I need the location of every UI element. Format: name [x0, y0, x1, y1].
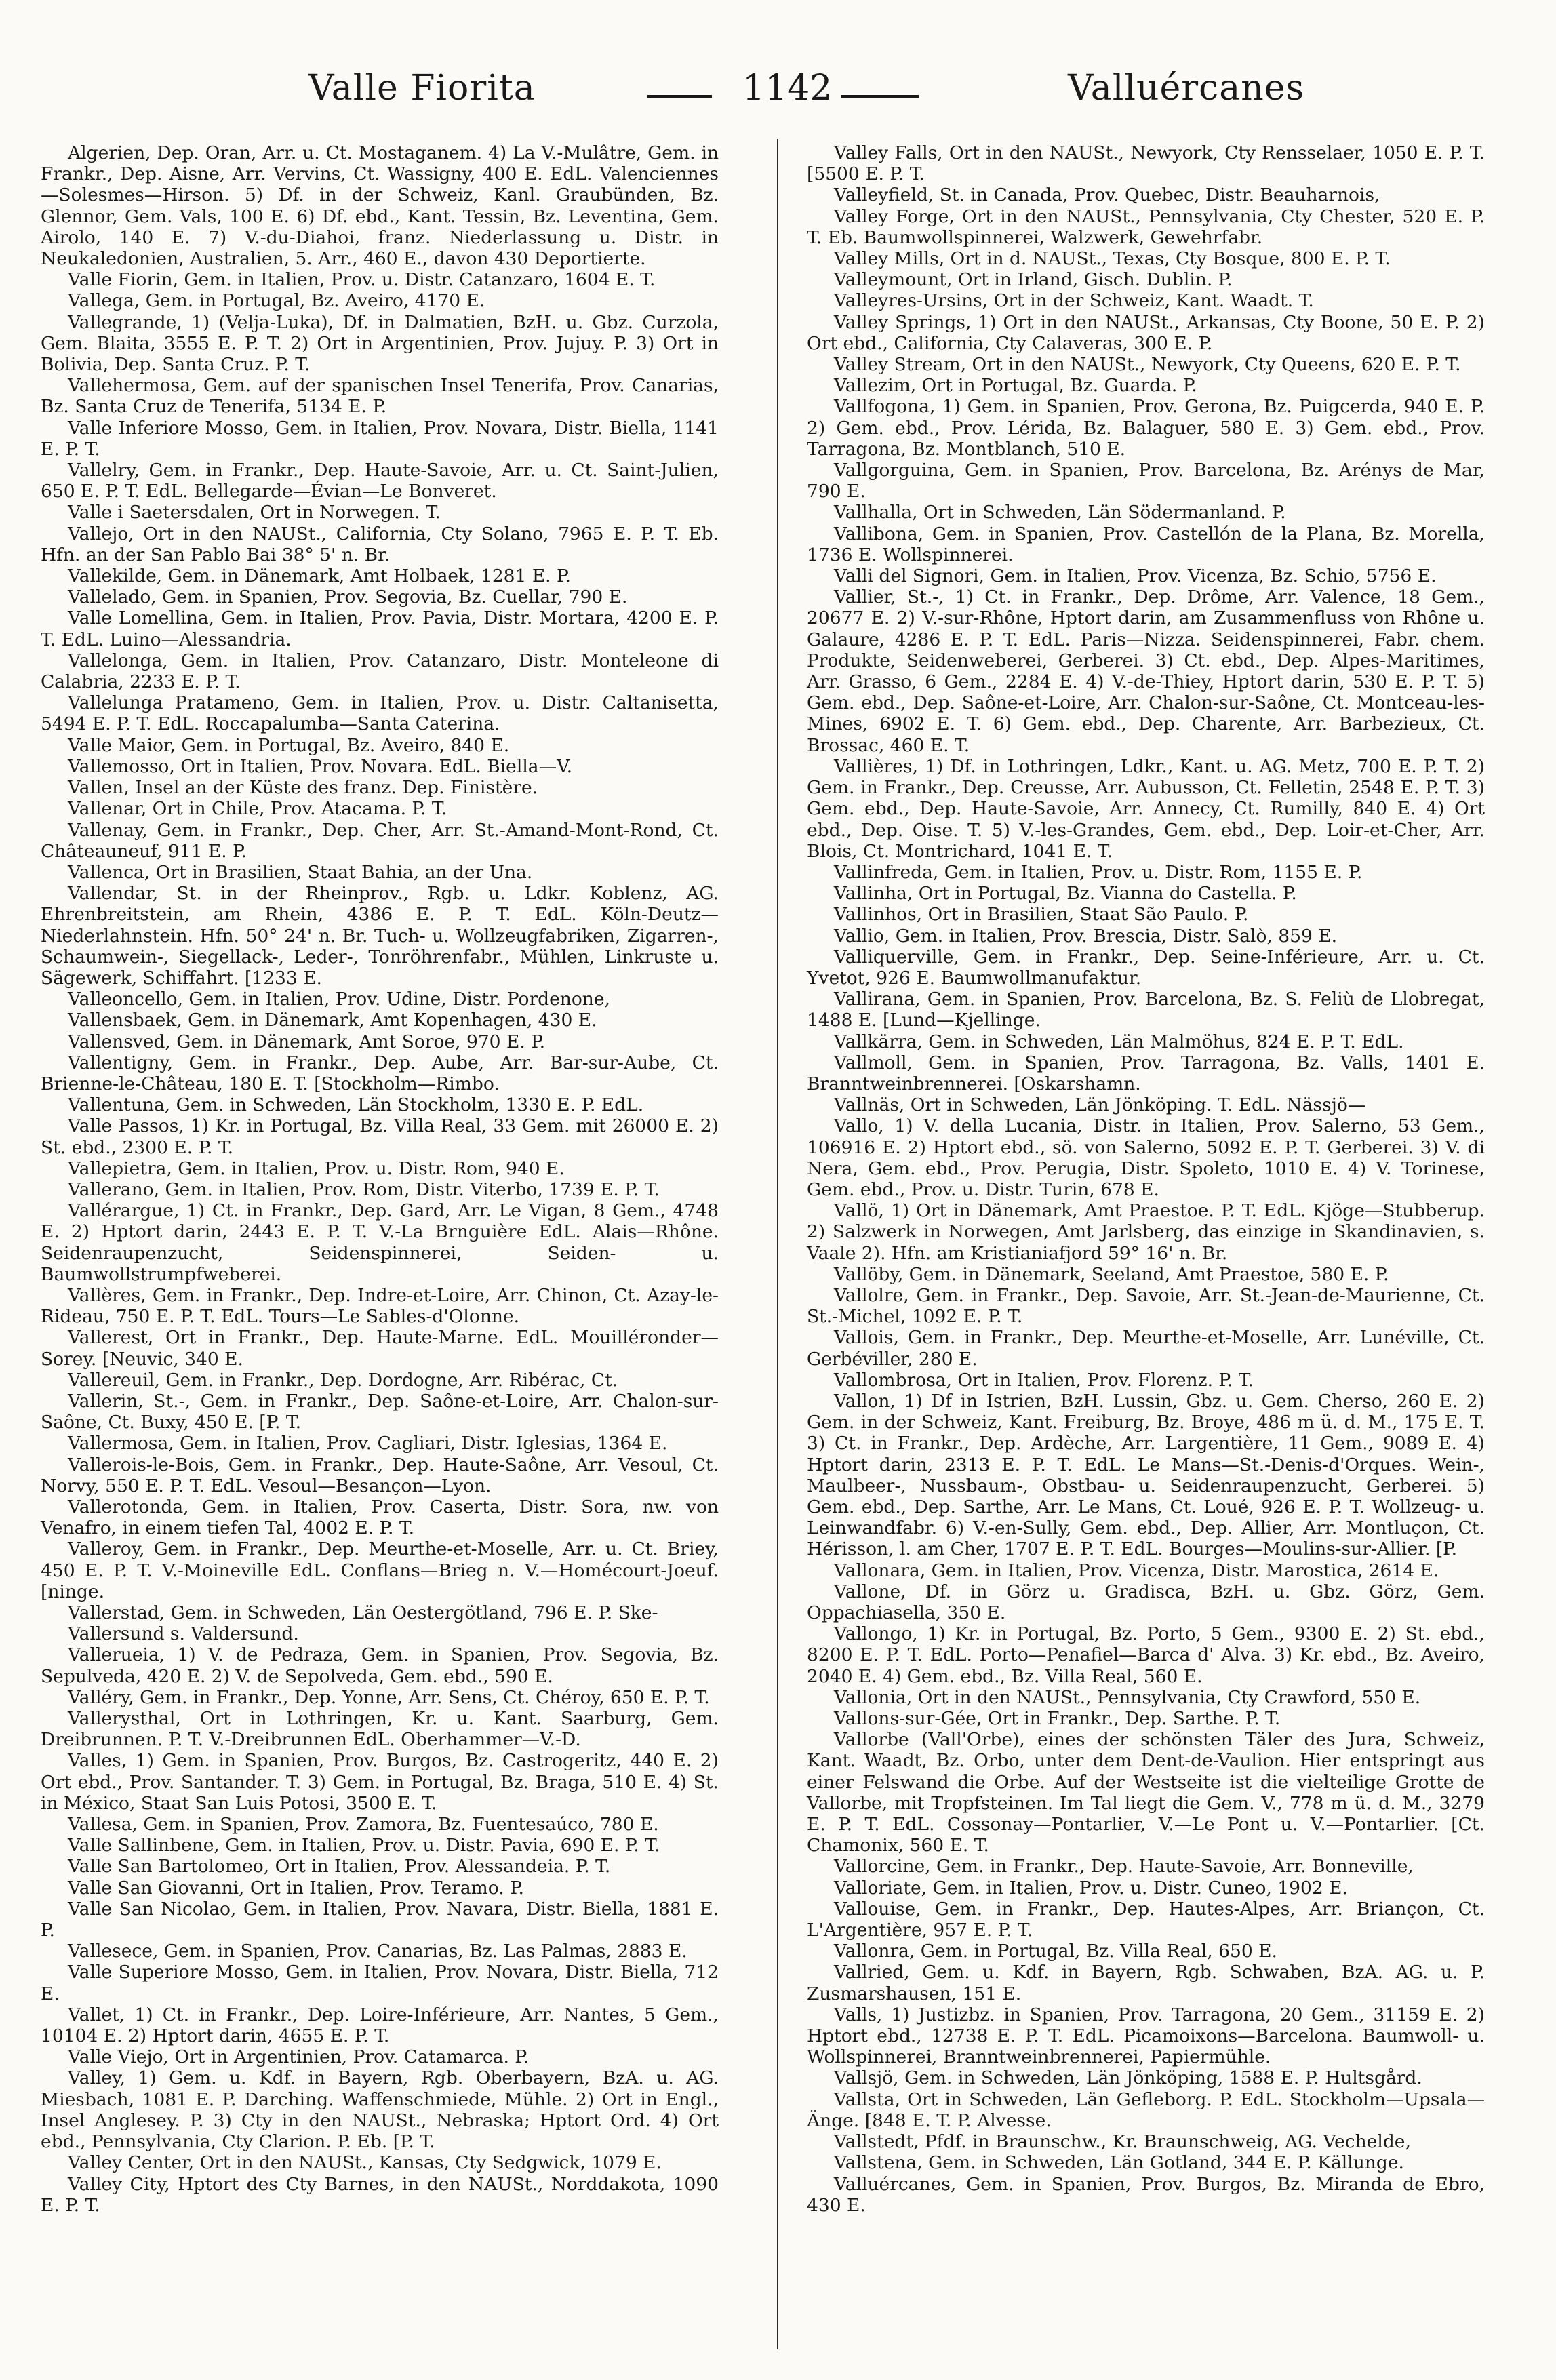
- dictionary-entry: Vallenay, Gem. in Frankr., Dep. Cher, Arr. St.-Amand-Mont-Rond, Ct. Châteauneuf, 911 E. P.: [41, 819, 719, 862]
- dictionary-entry: Valles, 1) Gem. in Spanien, Prov. Burgos, Bz. Castrogeritz, 440 E. 2) Ort ebd., Prov. Santander. T. 3) Gem. in Portugal, Bz. Braga, 510 E. 4) St. in México, Staat San Luis Potosi, 3500 E. T.: [41, 1750, 719, 1814]
- dictionary-entry: Vallö, 1) Ort in Dänemark, Amt Praestoe. P. T. EdL. Kjöge—Stubberup. 2) Salzwerk in Norwegen, Amt Jarlsberg, das einzige in Skandinavien, s. Vaale 2). Hfn. am Kristianiafjord 59° 16' n. Br.: [807, 1200, 1485, 1264]
- dictionary-entry: Vallon, 1) Df in Istrien, BzH. Lussin, Gbz. u. Gem. Cherso, 260 E. 2) Gem. in der Schweiz, Kant. Freiburg, Bz. Broye, 486 m ü. d. M., 175 E. T. 3) Ct. in Frankr., Dep. Ardèche, Arr. Largentière, 11 Gem., 9089 E. 4) Hptort darin, 2313 E. P. T. EdL. Le Mans—St.-Denis-d'Orques. Wein-, Maulbeer-, Nussbaum-, Obstbau- u. Seidenraupenzucht, Gerberei. 5) Gem. ebd., Dep. Sarthe, Arr. Le Mans, Ct. Loué, 926 E. P. T. Wollzeug- u. Leinwandfabr. 6) V.-en-Sully, Gem. ebd., Dep. Allier, Arr. Montluçon, Ct. Hérisson, l. am Cher, 1707 E. P. T. EdL. Bourges—Moulins-sur-Allier. [P.: [807, 1390, 1485, 1560]
- dictionary-entry: Valle Inferiore Mosso, Gem. in Italien, Prov. Novara, Distr. Biella, 1141 E. P. T.: [41, 417, 719, 460]
- dictionary-entry: Valley Forge, Ort in den NAUSt., Pennsylvania, Cty Chester, 520 E. P. T. Eb. Baumwollspinnerei, Walzwerk, Gewehrfabr.: [807, 205, 1485, 248]
- dictionary-entry: Valle Passos, 1) Kr. in Portugal, Bz. Villa Real, 33 Gem. mit 26000 E. 2) St. ebd., 2300 E. P. T.: [41, 1115, 719, 1158]
- dictionary-entry: Vallons-sur-Gée, Ort in Frankr., Dep. Sarthe. P. T.: [834, 1708, 1281, 1730]
- dictionary-entry: Vallenar, Ort in Chile, Prov. Atacama. P. T.: [68, 798, 447, 820]
- dictionary-entry: Vallouise, Gem. in Frankr., Dep. Hautes-Alpes, Arr. Briançon, Ct. L'Argentière, 957 E. P. T.: [807, 1898, 1485, 1941]
- dictionary-entry: Vallstena, Gem. in Schweden, Län Gotland, 344 E. P. Källunge.: [834, 2152, 1404, 2174]
- dictionary-entry: Vallepietra, Gem. in Italien, Prov. u. Distr. Rom, 940 E.: [68, 1157, 565, 1179]
- dictionary-entry: Vallejo, Ort in den NAUSt., California, Cty Solano, 7965 E. P. T. Eb. Hfn. an der San Pablo Bai 38° 5' n. Br.: [41, 523, 719, 566]
- dictionary-entry: Vallonra, Gem. in Portugal, Bz. Villa Real, 650 E.: [834, 1941, 1277, 1962]
- dictionary-entry: Vallenca, Ort in Brasilien, Staat Bahia, an der Una.: [68, 861, 533, 883]
- dictionary-entry: Vallsta, Ort in Schweden, Län Gefleborg. P. EdL. Stockholm—Upsala—Änge. [848 E. T. P. Alvesse.: [807, 2088, 1485, 2131]
- dictionary-entry: Vallhalla, Ort in Schweden, Län Södermanland. P.: [834, 502, 1286, 523]
- dictionary-entry: Vallio, Gem. in Italien, Prov. Brescia, Distr. Salò, 859 E.: [834, 925, 1338, 947]
- dictionary-entry: Valleymount, Ort in Irland, Gisch. Dublin. P.: [834, 269, 1233, 291]
- dictionary-entry: Vallereuil, Gem. in Frankr., Dep. Dordogne, Arr. Ribérac, Ct.: [68, 1369, 618, 1391]
- dictionary-entry: Vallinha, Ort in Portugal, Bz. Vianna do Castella. P.: [834, 883, 1297, 905]
- page-header: [0, 62, 1556, 117]
- dictionary-entry: Vallonia, Ort in den NAUSt., Pennsylvania, Cty Crawford, 550 E.: [834, 1686, 1421, 1708]
- column-divider: [777, 139, 778, 2349]
- dictionary-entry: Algerien, Dep. Oran, Arr. u. Ct. Mostaganem. 4) La V.-Mulâtre, Gem. in Frankr., Dep. Aisne, Arr. Vervins, Ct. Wassigny, 400 E. EdL. Valenciennes—Solesmes—Hirson. 5) Df. in der Schweiz, Kanl. Graubünden, Bz. Glennor, Gem. Vals, 100 E. 6) Df. ebd., Kant. Tessin, Bz. Leventina, Gem. Airolo, 140 E. 7) V.-du-Diahoi, franz. Niederlassung u. Distr. in Neukaledonien, Australien, 5. Arr., 460 E., davon 430 Deportierte.: [41, 142, 719, 270]
- dictionary-entry: Vallehermosa, Gem. auf der spanischen Insel Tenerifa, Prov. Canarias, Bz. Santa Cruz de Tenerifa, 5134 E. P.: [41, 375, 719, 418]
- dictionary-entry: Vallinhos, Ort in Brasilien, Staat São Paulo. P.: [834, 904, 1249, 926]
- dictionary-entry: Vallinfreda, Gem. in Italien, Prov. u. Distr. Rom, 1155 E. P.: [834, 861, 1363, 883]
- dictionary-entry: Valluércanes, Gem. in Spanien, Prov. Burgos, Bz. Miranda de Ebro, 430 E.: [807, 2173, 1485, 2216]
- dictionary-entry: Valls, 1) Justizbz. in Spanien, Prov. Tarragona, 20 Gem., 31159 E. 2) Hptort ebd., 12738 E. P. T. EdL. Picamoixons—Barcelona. Baumwoll- u. Wollspinnerei, Branntweinbrennerei, Papiermühle.: [807, 2004, 1485, 2068]
- page-number: 1142: [742, 68, 833, 108]
- dictionary-entry: Valley, 1) Gem. u. Kdf. in Bayern, Rgb. Oberbayern, BzA. u. AG. Miesbach, 1081 E. P. Darching. Waffenschmiede, Mühle. 2) Ort in Engl., Insel Anglesey. P. 3) Cty in den NAUSt., Nebraska; Hptort Ord. 4) Ort ebd., Pennsylvania, Cty Clarion. P. Eb. [P. T.: [41, 2067, 719, 2153]
- dictionary-entry: Valle Maior, Gem. in Portugal, Bz. Aveiro, 840 E.: [68, 734, 510, 756]
- dictionary-entry: Valle Fiorin, Gem. in Italien, Prov. u. Distr. Catanzaro, 1604 E. T.: [68, 269, 656, 291]
- dictionary-entry: Vallentigny, Gem. in Frankr., Dep. Aube, Arr. Bar-sur-Aube, Ct. Brienne-le-Château, 180 E. T. [Stockholm—Rimbo.: [41, 1052, 719, 1094]
- dictionary-entry: Valleyres-Ursins, Ort in der Schweiz, Kant. Waadt. T.: [834, 290, 1314, 312]
- dictionary-entry: Vallentuna, Gem. in Schweden, Län Stockholm, 1330 E. P. EdL.: [68, 1094, 644, 1116]
- dictionary-entry: Vallombrosa, Ort in Italien, Prov. Florenz. P. T.: [834, 1369, 1254, 1391]
- left-column: [41, 142, 719, 2216]
- dictionary-entry: Vallo, 1) V. della Lucania, Distr. in Italien, Prov. Salerno, 53 Gem., 106916 E. 2) Hptort ebd., sö. von Salerno, 5092 E. P. T. Gerberei. 3) V. di Nera, Gem. ebd., Prov. Perugia, Distr. Spoleto, 1010 E. 4) V. Torinese, Gem. ebd., Prov. u. Distr. Turin, 678 E.: [807, 1115, 1485, 1200]
- dictionary-entry: Vallegrande, 1) (Velja-Luka), Df. in Dalmatien, BzH. u. Gbz. Curzola, Gem. Blaita, 3555 E. P. T. 2) Ort in Argentinien, Prov. Jujuy. P. 3) Ort in Bolivia, Dep. Santa Cruz. P. T.: [41, 311, 719, 376]
- dictionary-entry: Vallorbe (Vall'Orbe), eines der schönsten Täler des Jura, Schweiz, Kant. Waadt, Bz. Orbo, unter dem Dent-de-Vaulion. Hier entspringt aus einer Felswand die Orbe. Auf der Westseite ist die vielteilige Grotte de Vallorbe, mit Tropfsteinen. Im Tal liegt die Gem. V., 778 m ü. d. M., 3279 E. P. T. EdL. Cossonay—Pontarlier, V.—Le Pont u. V.—Pontarlier. [Ct. Chamonix, 560 E. T.: [807, 1729, 1485, 1857]
- dictionary-entry: Vallen, Insel an der Küste des franz. Dep. Finistère.: [68, 777, 538, 799]
- dictionary-entry: Vallnäs, Ort in Schweden, Län Jönköping. T. EdL. Nässjö—: [834, 1094, 1366, 1116]
- dictionary-entry: Valle San Giovanni, Ort in Italien, Prov. Teramo. P.: [68, 1877, 524, 1899]
- dictionary-entry: Vallensbaek, Gem. in Dänemark, Amt Kopenhagen, 430 E.: [68, 1010, 597, 1031]
- dictionary-entry: Vallongo, 1) Kr. in Portugal, Bz. Porto, 5 Gem., 9300 E. 2) St. ebd., 8200 E. P. T. EdL. Porto—Penafiel—Barca d' Alva. 3) Kr. ebd., Bz. Aveiro, 2040 E. 4) Gem. ebd., Bz. Villa Real, 560 E.: [807, 1623, 1485, 1687]
- dictionary-entry: Valley Springs, 1) Ort in den NAUSt., Arkansas, Cty Boone, 50 E. P. 2) Ort ebd., California, Cty Calaveras, 300 E. P.: [807, 311, 1485, 354]
- right-column: [807, 142, 1485, 2216]
- dictionary-entry: Valleoncello, Gem. in Italien, Prov. Udine, Distr. Pordenone,: [68, 989, 610, 1010]
- dictionary-entry: Vallet, 1) Ct. in Frankr., Dep. Loire-Inférieure, Arr. Nantes, 5 Gem., 10104 E. 2) Hptort darin, 4655 E. P. T.: [41, 2004, 719, 2047]
- dictionary-entry: Valliquerville, Gem. in Frankr., Dep. Seine-Inférieure, Arr. u. Ct. Yvetot, 926 E. Baumwollmanufaktur.: [807, 946, 1485, 989]
- dictionary-entry: Vallerueia, 1) V. de Pedraza, Gem. in Spanien, Prov. Segovia, Bz. Sepulveda, 420 E. 2) V. de Sepolveda, Gem. ebd., 590 E.: [41, 1644, 719, 1687]
- dictionary-entry: Vallois, Gem. in Frankr., Dep. Meurthe-et-Moselle, Arr. Lunéville, Ct. Gerbéviller, 280 E.: [807, 1327, 1485, 1370]
- dictionary-entry: Valley City, Hptort des Cty Barnes, in den NAUSt., Norddakota, 1090 E. P. T.: [41, 2173, 719, 2216]
- dictionary-entry: Valléry, Gem. in Frankr., Dep. Yonne, Arr. Sens, Ct. Chéroy, 650 E. P. T.: [68, 1686, 710, 1708]
- dictionary-entry: Vallone, Df. in Görz u. Gradisca, BzH. u. Gbz. Görz, Gem. Oppachiasella, 350 E.: [807, 1581, 1485, 1624]
- dictionary-entry: Valle Sallinbene, Gem. in Italien, Prov. u. Distr. Pavia, 690 E. P. T.: [68, 1835, 660, 1857]
- dictionary-entry: Vallerotonda, Gem. in Italien, Prov. Caserta, Distr. Sora, nw. von Venafro, in einem tiefen Tal, 4002 E. P. T.: [41, 1496, 719, 1539]
- dictionary-entry: Vallelonga, Gem. in Italien, Prov. Catanzaro, Distr. Monteleone di Calabria, 2233 E. P. T.: [41, 650, 719, 693]
- dictionary-entry: Valleroy, Gem. in Frankr., Dep. Meurthe-et-Moselle, Arr. u. Ct. Briey, 450 E. P. T. V.-Moineville EdL. Conflans—Brieg n. V.—Homécourt-Joeuf. [ninge.: [41, 1539, 719, 1602]
- dictionary-entry: Vallerois-le-Bois, Gem. in Frankr., Dep. Haute-Saône, Arr. Vesoul, Ct. Norvy, 550 E. P. T. EdL. Vesoul—Besançon—Lyon.: [41, 1454, 719, 1496]
- dictionary-entry: Vallmoll, Gem. in Spanien, Prov. Tarragona, Bz. Valls, 1401 E. Branntweinbrennerei. [Oskarshamn.: [807, 1052, 1485, 1094]
- dictionary-entry: Vallgorguina, Gem. in Spanien, Prov. Barcelona, Bz. Arénys de Mar, 790 E.: [807, 460, 1485, 502]
- dictionary-entry: Vallekilde, Gem. in Dänemark, Amt Holbaek, 1281 E. P.: [68, 566, 571, 587]
- dictionary-entry: Vallières, 1) Df. in Lothringen, Ldkr., Kant. u. AG. Metz, 700 E. P. T. 2) Gem. in Frankr., Dep. Creusse, Arr. Aubusson, Ct. Felletin, 2548 E. P. T. 3) Gem. ebd., Dep. Haute-Savoie, Arr. Annecy, Ct. Rumilly, 840 E. 4) Ort ebd., Dep. Oise. T. 5) V.-les-Grandes, Gem. ebd., Dep. Loir-et-Cher, Arr. Blois, Ct. Montrichard, 1041 E. T.: [807, 755, 1485, 862]
- dictionary-entry: Valley Center, Ort in den NAUSt., Kansas, Cty Sedgwick, 1079 E.: [68, 2152, 662, 2174]
- dictionary-entry: Vallères, Gem. in Frankr., Dep. Indre-et-Loire, Arr. Chinon, Ct. Azay-le-Rideau, 750 E. P. T. EdL. Tours—Le Sables-d'Olonne.: [41, 1284, 719, 1328]
- dictionary-entry: Valley Stream, Ort in den NAUSt., Newyork, Cty Queens, 620 E. P. T.: [834, 354, 1461, 376]
- dictionary-entry: Valli del Signori, Gem. in Italien, Prov. Vicenza, Bz. Schio, 5756 E.: [834, 566, 1437, 587]
- dictionary-entry: Vallorcine, Gem. in Frankr., Dep. Haute-Savoie, Arr. Bonneville,: [834, 1856, 1414, 1878]
- dictionary-entry: Vallkärra, Gem. in Schweden, Län Malmöhus, 824 E. P. T. EdL.: [834, 1031, 1404, 1052]
- dictionary-entry: Vallelunga Pratameno, Gem. in Italien, Prov. u. Distr. Caltanisetta, 5494 E. P. T. EdL. Roccapalumba—Santa Caterina.: [41, 692, 719, 735]
- dictionary-entry: Vallerest, Ort in Frankr., Dep. Haute-Marne. EdL. Mouilléronder—Sorey. [Neuvic, 340 E.: [41, 1327, 719, 1370]
- dictionary-entry: Vallonara, Gem. in Italien, Prov. Vicenza, Distr. Marostica, 2614 E.: [834, 1560, 1439, 1581]
- dictionary-entry: Vallersund s. Valdersund.: [68, 1623, 299, 1645]
- dictionary-entry: Valleyfield, St. in Canada, Prov. Quebec, Distr. Beauharnois,: [834, 184, 1380, 206]
- dictionary-entry: Valley Mills, Ort in d. NAUSt., Texas, Cty Bosque, 800 E. P. T.: [834, 248, 1391, 270]
- header-left-keyword: Valle Fiorita: [308, 68, 536, 108]
- dictionary-entry: Vallerano, Gem. in Italien, Prov. Rom, Distr. Viterbo, 1739 E. P. T.: [68, 1178, 660, 1200]
- dictionary-entry: Vallöby, Gem. in Dänemark, Seeland, Amt Praestoe, 580 E. P.: [834, 1263, 1389, 1285]
- dictionary-entry: Vallega, Gem. in Portugal, Bz. Aveiro, 4170 E.: [68, 290, 485, 312]
- header-dash-right: [841, 95, 919, 98]
- dictionary-entry: Vallérargue, 1) Ct. in Frankr., Dep. Gard, Arr. Le Vigan, 8 Gem., 4748 E. 2) Hptort darin, 2443 E. P. T. V.-La Brnguière EdL. Alais—Rhône. Seidenraupenzucht, Seidenspinnerei, Seiden- u. Baumwollstrumpfweberei.: [41, 1200, 719, 1285]
- dictionary-entry: Valle Superiore Mosso, Gem. in Italien, Prov. Novara, Distr. Biella, 712 E.: [41, 1962, 719, 2004]
- header-dash-left: [647, 95, 712, 98]
- dictionary-entry: Vallerin, St.-, Gem. in Frankr., Dep. Saône-et-Loire, Arr. Chalon-sur-Saône, Ct. Buxy, 450 E. [P. T.: [41, 1390, 719, 1433]
- dictionary-entry: Vallensved, Gem. in Dänemark, Amt Soroe, 970 E. P.: [68, 1031, 546, 1052]
- dictionary-entry: Valle i Saetersdalen, Ort in Norwegen. T.: [68, 502, 441, 523]
- dictionary-entry: Valley Falls, Ort in den NAUSt., Newyork, Cty Rensselaer, 1050 E. P. T. [5500 E. P. T.: [807, 142, 1485, 185]
- dictionary-entry: Vallsjö, Gem. in Schweden, Län Jönköping, 1588 E. P. Hultsgård.: [834, 2067, 1422, 2089]
- dictionary-entry: Vallelry, Gem. in Frankr., Dep. Haute-Savoie, Arr. u. Ct. Saint-Julien, 650 E. P. T. EdL. Bellegarde—Évian—Le Bonveret.: [41, 460, 719, 502]
- dictionary-entry: Valle Viejo, Ort in Argentinien, Prov. Catamarca. P.: [68, 2046, 530, 2068]
- dictionary-entry: Vallolre, Gem. in Frankr., Dep. Savoie, Arr. St.-Jean-de-Maurienne, Ct. St.-Michel, 1092 E. P. T.: [807, 1284, 1485, 1328]
- dictionary-entry: Vallried, Gem. u. Kdf. in Bayern, Rgb. Schwaben, BzA. AG. u. P. Zusmarshausen, 151 E.: [807, 1962, 1485, 2004]
- dictionary-entry: Vallelado, Gem. in Spanien, Prov. Segovia, Bz. Cuellar, 790 E.: [68, 587, 628, 608]
- dictionary-entry: Vallerysthal, Ort in Lothringen, Kr. u. Kant. Saarburg, Gem. Dreibrunnen. P. T. V.-Dreibrunnen EdL. Oberhammer—V.-D.: [41, 1708, 719, 1751]
- dictionary-entry: Vallermosa, Gem. in Italien, Prov. Cagliari, Distr. Iglesias, 1364 E.: [68, 1433, 668, 1454]
- dictionary-entry: Vallstedt, Pfdf. in Braunschw., Kr. Braunschweig, AG. Vechelde,: [834, 2131, 1411, 2153]
- dictionary-entry: Vallendar, St. in der Rheinprov., Rgb. u. Ldkr. Koblenz, AG. Ehrenbreitstein, am Rhein, 4386 E. P. T. EdL. Köln-Deutz—Niederlahnstein. Hfn. 50° 24' n. Br. Tuch- u. Wollzeugfabriken, Zigarren-, Schaumwein-, Siegellack-, Leder-, Tonröhrenfabr., Mühlen, Linkruste u. Sägewerk, Schiffahrt. [1233 E.: [41, 883, 719, 989]
- dictionary-entry: Valle San Bartolomeo, Ort in Italien, Prov. Alessandeia. P. T.: [68, 1856, 611, 1878]
- dictionary-entry: Valle San Nicolao, Gem. in Italien, Prov. Navara, Distr. Biella, 1881 E. P.: [41, 1898, 719, 1941]
- dictionary-entry: Vallier, St.-, 1) Ct. in Frankr., Dep. Drôme, Arr. Valence, 18 Gem., 20677 E. 2) V.-sur-Rhône, Hptort darin, am Zusammenfluss von Rhône u. Galaure, 4286 E. P. T. EdL. Paris—Nizza. Seidenspinnerei, Fabr. chem. Produkte, Seidenweberei, Gerberei. 3) Ct. ebd., Dep. Alpes-Maritimes, Arr. Grasso, 6 Gem., 2284 E. 4) V.-de-Thiey, Hptort darin, 530 E. P. T. 5) Gem. ebd., Dep. Saône-et-Loire, Arr. Chalon-sur-Saône, Ct. Montceau-les-Mines, 6902 E. T. 6) Gem. ebd., Dep. Charente, Arr. Barbezieux, Ct. Brossac, 460 E. T.: [807, 587, 1485, 756]
- dictionary-entry: Vallezim, Ort in Portugal, Bz. Guarda. P.: [834, 375, 1197, 397]
- dictionary-entry: Vallibona, Gem. in Spanien, Prov. Castellón de la Plana, Bz. Morella, 1736 E. Wollspinnerei.: [807, 523, 1485, 566]
- dictionary-entry: Valloriate, Gem. in Italien, Prov. u. Distr. Cuneo, 1902 E.: [834, 1877, 1348, 1899]
- dictionary-entry: Vallerstad, Gem. in Schweden, Län Oestergötland, 796 E. P. Ske-: [68, 1602, 658, 1624]
- dictionary-entry: Vallesece, Gem. in Spanien, Prov. Canarias, Bz. Las Palmas, 2883 E.: [68, 1941, 687, 1962]
- dictionary-entry: Vallfogona, 1) Gem. in Spanien, Prov. Gerona, Bz. Puigcerda, 940 E. P. 2) Gem. ebd., Prov. Lérida, Bz. Balaguer, 580 E. 3) Gem. ebd., Prov. Tarragona, Bz. Montblanch, 510 E.: [807, 396, 1485, 460]
- dictionary-entry: Vallesa, Gem. in Spanien, Prov. Zamora, Bz. Fuentesaúco, 780 E.: [68, 1814, 659, 1836]
- header-right-keyword: Valluércanes: [1068, 68, 1305, 108]
- dictionary-entry: Vallemosso, Ort in Italien, Prov. Novara. EdL. Biella—V.: [68, 755, 573, 777]
- dictionary-entry: Valle Lomellina, Gem. in Italien, Prov. Pavia, Distr. Mortara, 4200 E. P. T. EdL. Luino—Alessandria.: [41, 608, 719, 650]
- dictionary-entry: Vallirana, Gem. in Spanien, Prov. Barcelona, Bz. S. Feliù de Llobregat, 1488 E. [Lund—Kjellinge.: [807, 989, 1485, 1031]
